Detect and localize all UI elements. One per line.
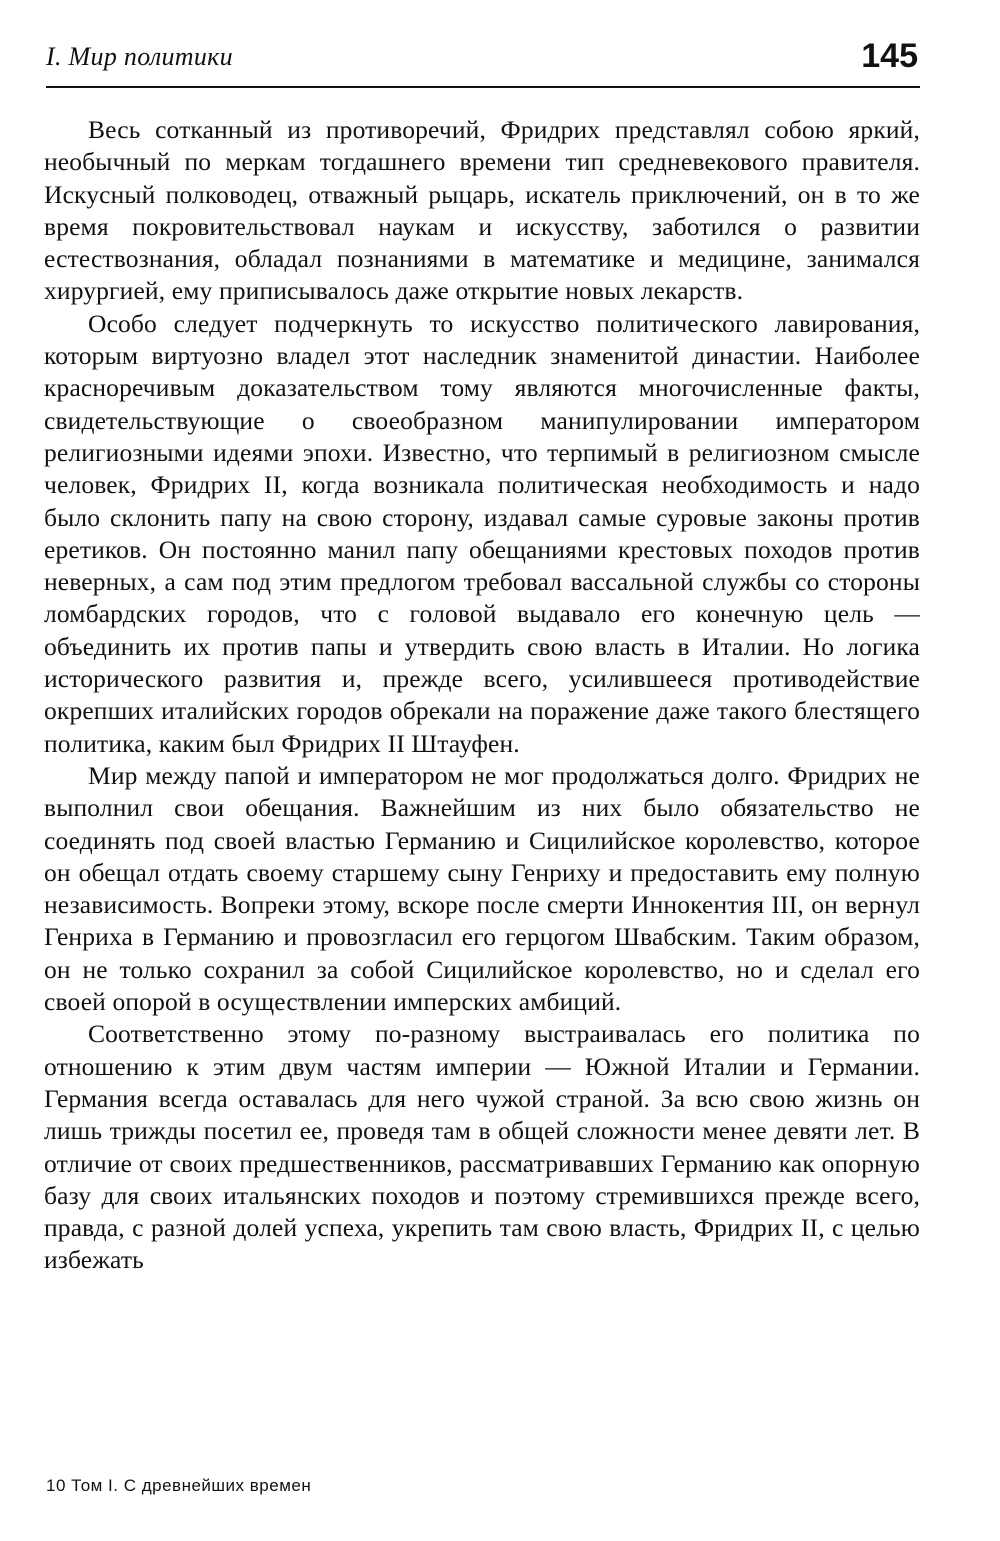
paragraph-4: Соответственно этому по-разному выстраивалась его политика по отношению к этим двум частям империи — Южной Италии и Германии. Германия всегда оставалась для него чужой страной. За всю свою жизнь он лишь трижды посетил ее, проведя там в общей сложности менее девяти лет. В отличие от своих предшественников, рассматривавших Германию как опорную базу для своих итальянских походов и поэтому стремившихся прежде всего, правда, с разной долей успеха, укрепить там свою власть, Фридрих II, с целью избежать: [44, 1019, 920, 1275]
running-head: [46, 37, 918, 82]
page-number: 145: [861, 37, 918, 75]
paragraph-1: Весь сотканный из противоречий, Фридрих представлял собою яркий, необычный по меркам тогдашнего времени тип средневекового правителя. Искусный полководец, отважный рыцарь, искатель приключений, он в то же время покровительствовал наукам и искусству, заботился о развитии естествознания, обладал познаниями в математике и медицине, занимался хирургией, ему приписывалось даже открытие новых лекарств.: [44, 115, 920, 306]
signature-line: 10 Том I. С древнейших времен: [46, 1476, 312, 1495]
section-title: I. Мир политики: [46, 42, 233, 71]
paragraph-3: Мир между папой и императором не мог продолжаться долго. Фридрих не выполнил свои обещания. Важнейшим из них было обязательство не соединять под своей властью Германию и Сицилийское королевство, которое он обещал отдать своему старшему сыну Генриху и предоставить ему полную независимость. Вопреки этому, вскоре после смерти Иннокентия III, он вернул Генриха в Германию и провозгласил его герцогом Швабским. Таким образом, он не только сохранил за собой Сицилийское королевство, но и сделал его своей опорой в осуществлении имперских амбиций.: [44, 760, 920, 1017]
header-rule: [46, 86, 920, 88]
paragraph-2: Особо следует подчеркнуть то искусство политического лавирования, которым виртуозно владел этот наследник знаменитой династии. Наиболее красноречивым доказательством тому являются многочисленные факты, свидетельствующие о своеобразном манипулировании императором религиозными идеями эпохи. Известно, что терпимый в религиозном смысле человек, Фридрих II, когда возникала политическая необходимость и надо было склонить папу на свою сторону, издавал самые суровые законы против еретиков. Он постоянно манил папу обещаниями крестовых походов против неверных, а сам под этим предлогом требовал вассальной службы со стороны ломбардских городов, что с головой выдавало его конечную цель — объединить их против папы и утвердить свою власть в Италии. Но логика исторического развития и, прежде всего, усилившееся противодействие окрепших италийских городов обрекали на поражение даже такого блестящего политика, каким был Фридрих II Штауфен.: [44, 308, 920, 758]
body-text: [44, 114, 920, 1277]
